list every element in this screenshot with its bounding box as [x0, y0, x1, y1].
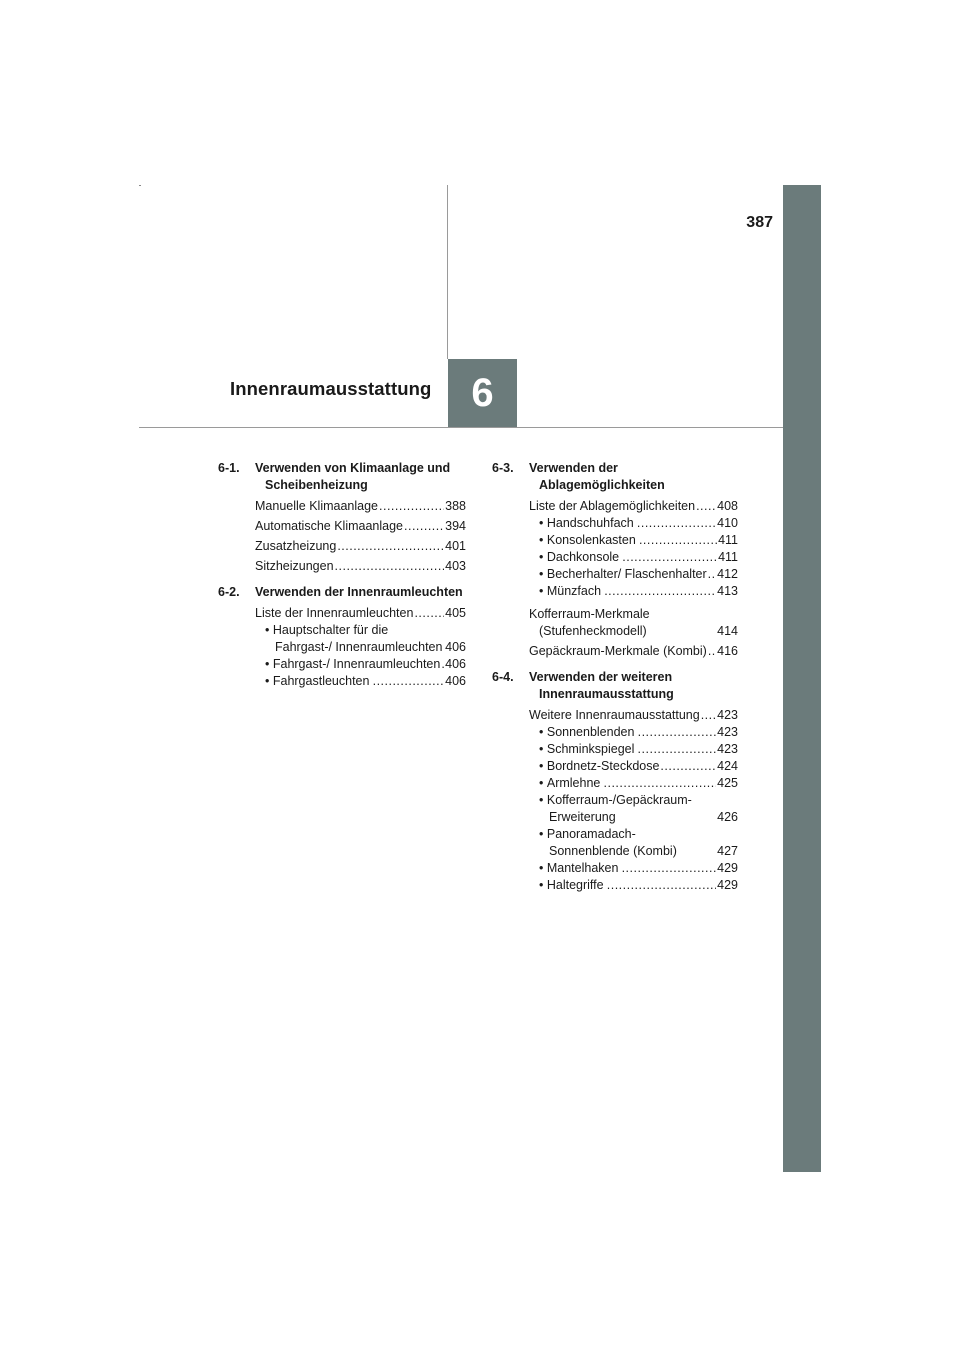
toc-subentry[interactable]: • Bordnetz-Steckdose ..... 424: [529, 758, 738, 775]
chapter-title: Innenraumausstattung: [230, 378, 432, 399]
toc-section-6-1: [218, 460, 466, 575]
bullet-icon: •: [539, 878, 547, 892]
section-title[interactable]: Verwenden der Innenraumleuchten: [255, 585, 463, 599]
toc-subentry[interactable]: • Fahrgast-/ Innenraumleuchten ..... 406: [255, 656, 466, 673]
toc-section-6-4: [492, 669, 738, 894]
header-rule: [139, 427, 783, 428]
toc-entry[interactable]: Sitzheizungen ..... 403: [255, 558, 466, 575]
section-title[interactable]: Verwenden der Ablagemöglichkeiten: [529, 461, 665, 492]
section-number: 6-1.: [218, 461, 240, 475]
toc-subentry[interactable]: • Dachkonsole ..... 411: [529, 549, 738, 566]
chapter-number-box: [448, 359, 517, 427]
bullet-icon: •: [265, 623, 273, 637]
bullet-icon: •: [265, 674, 273, 688]
chapter-number: 6: [471, 370, 494, 415]
toc-subentry[interactable]: • Haltegriffe ..... 429: [529, 877, 738, 894]
toc-subentry[interactable]: • Hauptschalter für die Fahrgast-/ Innenraumleuchten 406: [265, 623, 466, 654]
chapter-side-tab: [783, 185, 821, 1172]
toc-subentry[interactable]: • Schminkspiegel ..... 423: [529, 741, 738, 758]
bullet-icon: •: [539, 516, 547, 530]
toc-entry[interactable]: Liste der Ablagemöglichkeiten ..... 408: [529, 498, 738, 515]
toc-subentry[interactable]: • Panoramadach-Sonnenblende (Kombi) 427: [539, 827, 738, 858]
bullet-icon: •: [539, 742, 547, 756]
bullet-icon: •: [539, 550, 547, 564]
bullet-icon: •: [539, 776, 547, 790]
section-number: 6-3.: [492, 461, 514, 475]
bullet-icon: •: [539, 861, 547, 875]
toc-subentry[interactable]: • Mantelhaken ..... 429: [529, 860, 738, 877]
bullet-icon: •: [539, 533, 547, 547]
toc-subentry[interactable]: • Armlehne ..... 425: [529, 775, 738, 792]
section-title[interactable]: Verwenden der weiteren Innenraumausstattung: [529, 670, 674, 701]
toc-entry[interactable]: Manuelle Klimaanlage ..... 388: [255, 498, 466, 515]
toc-entry[interactable]: Zusatzheizung ..... 401: [255, 538, 466, 555]
toc-entry[interactable]: Kofferraum-Merkmale (Stufenheckmodell) 414: [529, 607, 738, 638]
toc-left-column: [218, 460, 466, 699]
bullet-icon: •: [539, 584, 547, 598]
toc-entry[interactable]: Weitere Innenraumausstattung ..... 423: [529, 707, 738, 724]
toc-subentry[interactable]: • Kofferraum-/Gepäckraum-Erweiterung 426: [539, 793, 738, 824]
page-number: 387: [746, 214, 773, 231]
toc-subentry[interactable]: • Münzfach ..... 413: [529, 583, 738, 600]
section-title[interactable]: Verwenden von Klimaanlage und Scheibenheizung: [255, 461, 451, 492]
toc-section-6-3: [492, 460, 738, 660]
toc-right-column: [492, 460, 738, 903]
section-number: 6-2.: [218, 585, 240, 599]
toc-entry[interactable]: Gepäckraum-Merkmale (Kombi) ..... 416: [529, 643, 738, 660]
bullet-icon: •: [539, 567, 547, 581]
vertical-divider: [447, 185, 448, 359]
toc-subentry[interactable]: • Sonnenblenden ..... 423: [529, 724, 738, 741]
toc-subentry[interactable]: • Handschuhfach ..... 410: [529, 515, 738, 532]
section-number: 6-4.: [492, 670, 514, 684]
crop-mark: [139, 185, 141, 186]
toc-subentry[interactable]: • Konsolenkasten ..... 411: [529, 532, 738, 549]
bullet-icon: •: [539, 759, 547, 773]
bullet-icon: •: [265, 657, 273, 671]
toc-entry[interactable]: Automatische Klimaanlage ..... 394: [255, 518, 466, 535]
toc-subentry[interactable]: • Becherhalter/ Flaschenhalter ..... 412: [529, 566, 738, 583]
toc-entry[interactable]: Liste der Innenraumleuchten ..... 405: [255, 605, 466, 622]
toc-subentry[interactable]: • Fahrgastleuchten ..... 406: [255, 673, 466, 690]
bullet-icon: •: [539, 793, 547, 807]
bullet-icon: •: [539, 827, 547, 841]
toc-section-6-2: [218, 584, 466, 690]
bullet-icon: •: [539, 725, 547, 739]
